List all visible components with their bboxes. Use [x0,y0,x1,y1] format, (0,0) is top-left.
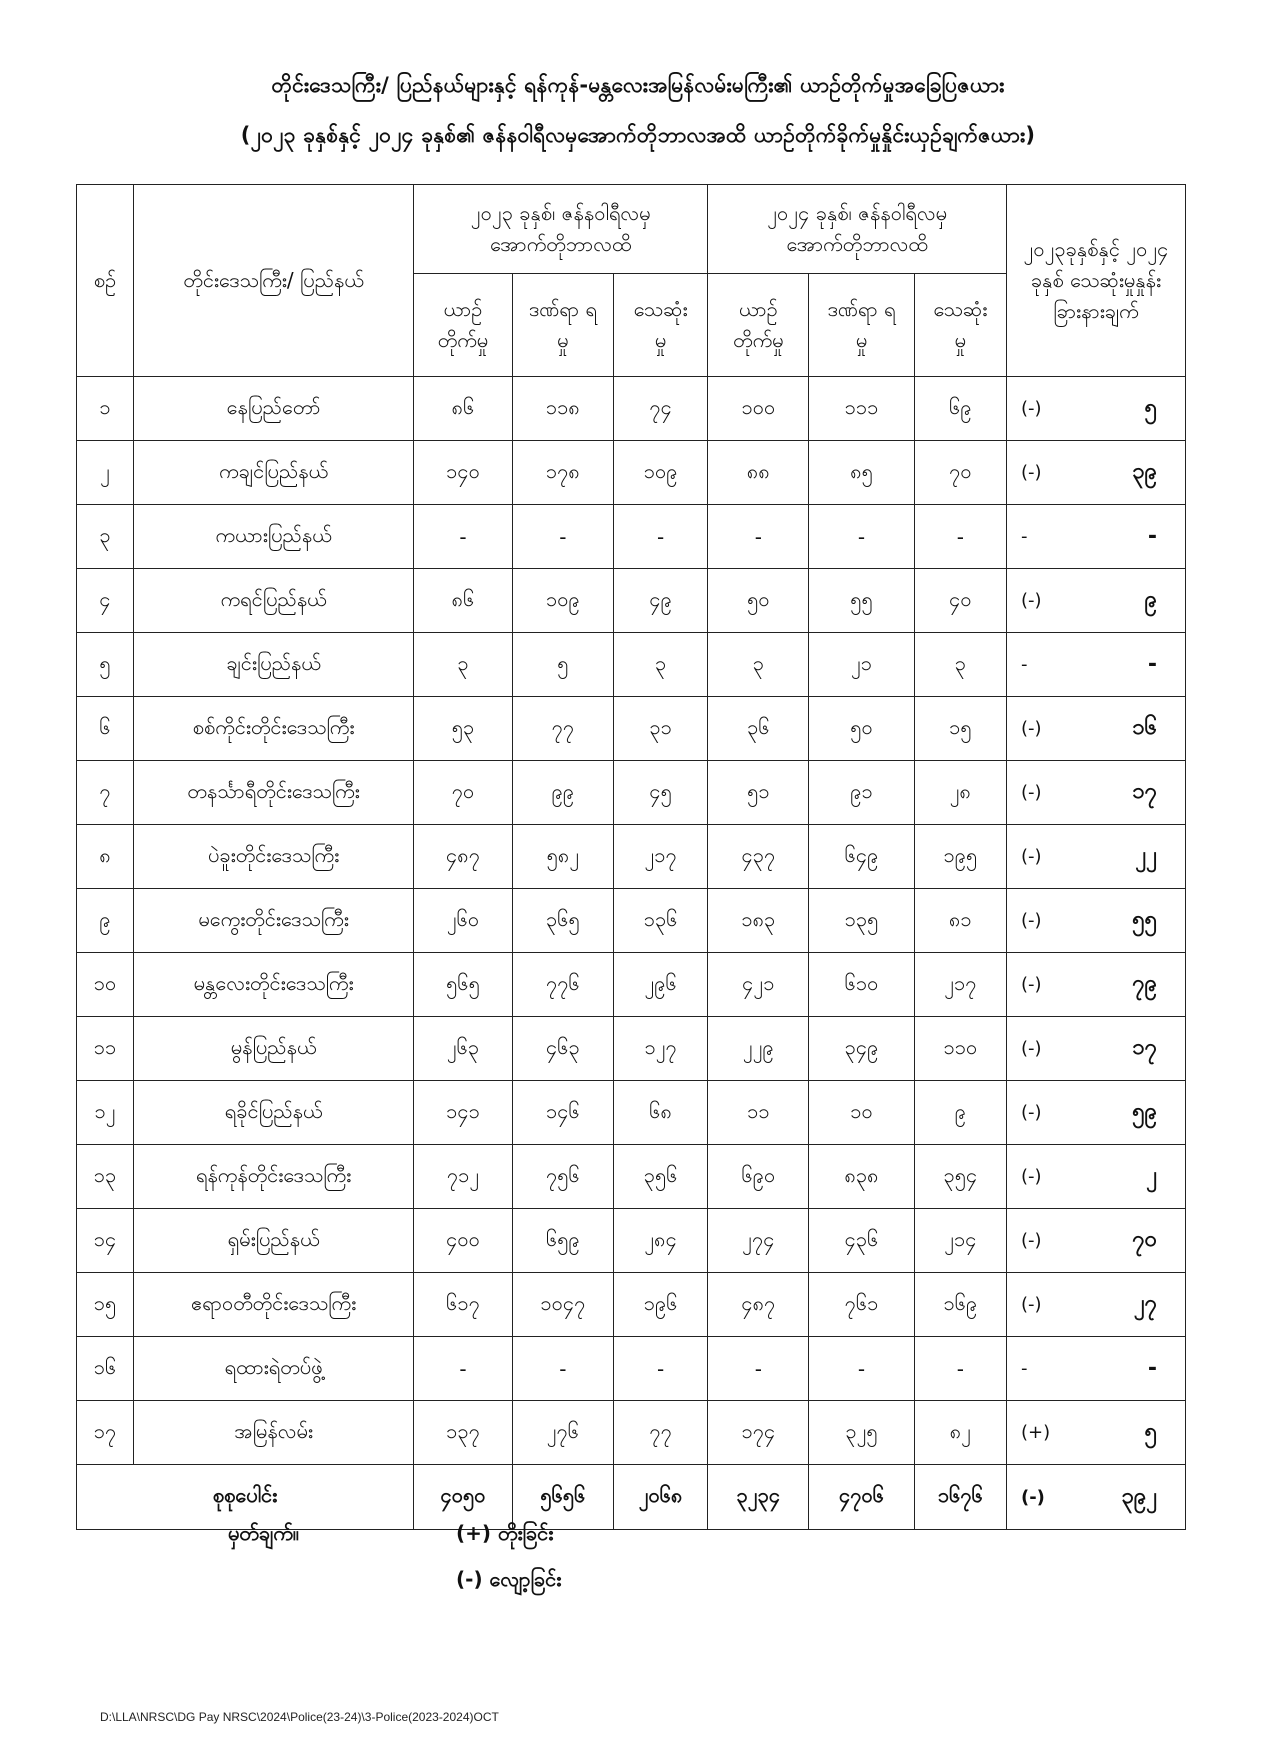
header-injured-2024: ဒဏ်ရာ ရမှု [809,274,914,377]
deaths-2024-cell: ၉ [914,1081,1006,1145]
serial-cell: ၃ [77,505,134,569]
deaths-2023-cell: ၂၁၇ [613,825,707,889]
accidents-2023-cell: - [414,1337,513,1401]
difference-cell [1006,633,1185,697]
difference-value: ၇၀ [1132,1227,1157,1252]
deaths-2023-cell: ၃၅၆ [613,1145,707,1209]
accidents-2024-cell: ၅၁ [708,761,809,825]
region-cell: ပဲခူးတိုင်းဒေသကြီး [134,825,414,889]
footer-file-path: D:\LLA\NRSC\DG Pay NRSC\2024\Police(23-24)\3-Police(2023-2024)OCT [100,1710,499,1724]
deaths-2023-cell: ၇၇ [613,1401,707,1465]
total-label: စုစုပေါင်း [77,1465,414,1530]
table-row [77,441,1186,505]
difference-value: ၂ [1146,1163,1157,1188]
difference-value: - [1147,652,1157,677]
region-cell: မကွေးတိုင်းဒေသကြီး [134,889,414,953]
accidents-2023-cell: ၅၃ [414,697,513,761]
accidents-2024-cell: ၆၉၀ [708,1145,809,1209]
serial-cell: ၁၀ [77,953,134,1017]
injured-2023-cell: ၅ [512,633,613,697]
document-title: တိုင်းဒေသကြီး/ ပြည်နယ်များနှင့် ရန်ကုန်-မန္တလေးအမြန်လမ်းမကြီး၏ ယာဉ်တိုက်မှုအခြေပြဇယား [271,73,1005,97]
region-cell: ဧရာဝတီတိုင်းဒေသကြီး [134,1273,414,1337]
injured-2023-cell: - [512,1337,613,1401]
difference-sign: (-) [1020,718,1042,739]
difference-cell [1006,441,1185,505]
accidents-2024-cell: ၃ [708,633,809,697]
table-row [77,889,1186,953]
serial-cell: ၂ [77,441,134,505]
deaths-2024-cell: ၄၀ [914,569,1006,633]
accidents-2023-cell: ၃ [414,633,513,697]
difference-value: ၅ [1144,1419,1157,1444]
header-serial: စဉ် [77,185,134,377]
injured-2023-cell: ၁၀၄၇ [512,1273,613,1337]
injured-2024-cell: ၁၁၁ [809,377,914,441]
serial-cell: ၁၁ [77,1017,134,1081]
difference-value: - [1147,524,1157,549]
injured-2024-cell: - [809,505,914,569]
injured-2024-cell: ၈၅ [809,441,914,505]
serial-cell: ၁ [77,377,134,441]
deaths-2023-cell: ၁၉၆ [613,1273,707,1337]
injured-2023-cell: - [512,505,613,569]
accidents-2023-cell: ၈၆ [414,377,513,441]
deaths-2023-cell: ၄၅ [613,761,707,825]
deaths-2024-cell: ၂၁၄ [914,1209,1006,1273]
deaths-2023-cell: ၆၈ [613,1081,707,1145]
difference-sign: (-) [1020,910,1042,931]
accidents-2024-cell: ၂၇၄ [708,1209,809,1273]
difference-value: ၃၉ [1132,459,1157,484]
difference-value: ၁၆ [1132,715,1157,740]
difference-cell [1006,953,1185,1017]
injured-2023-cell: ၁၄၆ [512,1081,613,1145]
deaths-2023-cell: ၇၄ [613,377,707,441]
difference-cell [1006,1081,1185,1145]
table-row [77,825,1186,889]
accidents-2024-cell: ၄၂၁ [708,953,809,1017]
difference-sign: (+) [1020,1422,1051,1443]
difference-value: ၅ [1144,395,1157,420]
accident-comparison-table [76,184,1186,1530]
accidents-2024-cell: ၅၀ [708,569,809,633]
deaths-2023-cell: ၁၀၉ [613,441,707,505]
accidents-2023-cell: ၄၈၇ [414,825,513,889]
table-row [77,633,1186,697]
difference-value: ၁၇ [1132,1035,1157,1060]
deaths-2024-cell: ၂၈ [914,761,1006,825]
accidents-2024-cell: ၁၀၀ [708,377,809,441]
injured-2023-cell: ၇၇၆ [512,953,613,1017]
total-accidents-2024: ၃၂၃၄ [708,1465,809,1530]
deaths-2024-cell: ၈၂ [914,1401,1006,1465]
serial-cell: ၁၇ [77,1401,134,1465]
injured-2024-cell: ၄၃၆ [809,1209,914,1273]
difference-cell [1006,1145,1185,1209]
total-difference-sign: (-) [1020,1486,1045,1508]
injured-2023-cell: ၇၇ [512,697,613,761]
difference-cell [1006,825,1185,889]
injured-2024-cell: - [809,1337,914,1401]
difference-value: ၅၅ [1132,907,1157,932]
injured-2023-cell: ၁၀၉ [512,569,613,633]
region-cell: ရခိုင်ပြည်နယ် [134,1081,414,1145]
header-region: တိုင်းဒေသကြီး/ ပြည်နယ် [134,185,414,377]
region-cell: ရှမ်းပြည်နယ် [134,1209,414,1273]
accidents-2024-cell: ၄၃၇ [708,825,809,889]
difference-sign: - [1020,654,1028,675]
table-row [77,377,1186,441]
injured-2023-cell: ၅၈၂ [512,825,613,889]
injured-2024-cell: ၃၄၉ [809,1017,914,1081]
accidents-2023-cell: - [414,505,513,569]
total-accidents-2023: ၄၀၅၀ [414,1465,513,1530]
deaths-2024-cell: ၆၉ [914,377,1006,441]
difference-value: ၇၉ [1132,971,1157,996]
difference-cell [1006,761,1185,825]
difference-sign: - [1020,526,1028,547]
difference-cell [1006,569,1185,633]
accidents-2023-cell: ၇၀ [414,761,513,825]
total-deaths-2023: ၂၀၆၈ [613,1465,707,1530]
region-cell: ကချင်ပြည်နယ် [134,441,414,505]
difference-value: ၅၉ [1132,1099,1157,1124]
deaths-2023-cell: ၁၂၇ [613,1017,707,1081]
header-period-2024: ၂၀၂၄ ခုနှစ်၊ ဇန်နဝါရီလမှ အောက်တိုဘာလထိ [708,185,1007,274]
note-minus: (-) လျော့ခြင်း [456,1567,562,1591]
table-row [77,953,1186,1017]
difference-sign: (-) [1020,462,1042,483]
region-cell: မန္တလေးတိုင်းဒေသကြီး [134,953,414,1017]
difference-sign: - [1020,1358,1028,1379]
injured-2024-cell: ၉၁ [809,761,914,825]
total-injured-2023: ၅၆၅၆ [512,1465,613,1530]
total-difference-cell [1006,1465,1185,1530]
serial-cell: ၁၄ [77,1209,134,1273]
injured-2024-cell: ၁၀ [809,1081,914,1145]
table-row [77,1337,1186,1401]
serial-cell: ၆ [77,697,134,761]
header-injured-2023: ဒဏ်ရာ ရမှု [512,274,613,377]
serial-cell: ၁၅ [77,1273,134,1337]
accidents-2024-cell: ၁၁ [708,1081,809,1145]
difference-cell [1006,505,1185,569]
accidents-2024-cell: - [708,1337,809,1401]
difference-cell [1006,1337,1185,1401]
injured-2024-cell: ၃၂၅ [809,1401,914,1465]
table-row [77,505,1186,569]
header-period-2023: ၂၀၂၃ ခုနှစ်၊ ဇန်နဝါရီလမှ အောက်တိုဘာလထိ [414,185,708,274]
difference-cell [1006,1017,1185,1081]
header-death-difference: ၂၀၂၃ခုနှစ်နှင့် ၂၀၂၄ ခုနှစ် သေဆုံးမှုနှုန်း ခြားနားချက် [1006,185,1185,377]
difference-cell [1006,1273,1185,1337]
serial-cell: ၁၂ [77,1081,134,1145]
injured-2024-cell: ၂၁ [809,633,914,697]
note-label: မှတ်ချက်။ [228,1521,299,1545]
deaths-2024-cell: ၁၅ [914,697,1006,761]
region-cell: ရထားရဲတပ်ဖွဲ့ [134,1337,414,1401]
deaths-2023-cell: ၂၉၆ [613,953,707,1017]
table-row [77,1017,1186,1081]
accidents-2023-cell: ၅၆၅ [414,953,513,1017]
difference-sign: (-) [1020,1166,1042,1187]
accidents-2023-cell: ၇၁၂ [414,1145,513,1209]
difference-sign: (-) [1020,782,1042,803]
injured-2023-cell: ၃၆၅ [512,889,613,953]
injured-2024-cell: ၈၃၈ [809,1145,914,1209]
accidents-2023-cell: ၁၃၇ [414,1401,513,1465]
difference-cell [1006,1401,1185,1465]
deaths-2024-cell: - [914,505,1006,569]
region-cell: မွန်ပြည်နယ် [134,1017,414,1081]
table-row [77,697,1186,761]
difference-value: - [1147,1356,1157,1381]
region-cell: ချင်းပြည်နယ် [134,633,414,697]
header-deaths-2024: သေဆုံး မှု [914,274,1006,377]
table-row [77,761,1186,825]
deaths-2023-cell: - [613,505,707,569]
accidents-2024-cell: - [708,505,809,569]
table-row [77,569,1186,633]
region-cell: ကရင်ပြည်နယ် [134,569,414,633]
difference-sign: (-) [1020,1038,1042,1059]
deaths-2023-cell: ၄၉ [613,569,707,633]
injured-2023-cell: ၉၉ [512,761,613,825]
table-row [77,1145,1186,1209]
accidents-2023-cell: ၄၀၀ [414,1209,513,1273]
deaths-2024-cell: ၃၅၄ [914,1145,1006,1209]
table-row [77,1209,1186,1273]
deaths-2023-cell: - [613,1337,707,1401]
injured-2023-cell: ၁၇၈ [512,441,613,505]
difference-value: ၂၂ [1135,843,1157,868]
serial-cell: ၈ [77,825,134,889]
difference-sign: (-) [1020,1230,1042,1251]
note-plus: (+) တိုးခြင်း [456,1521,554,1545]
region-cell: အမြန်လမ်း [134,1401,414,1465]
region-cell: တနင်္သာရီတိုင်းဒေသကြီး [134,761,414,825]
difference-sign: (-) [1020,974,1042,995]
deaths-2023-cell: ၁၃၆ [613,889,707,953]
serial-cell: ၄ [77,569,134,633]
deaths-2024-cell: ၇၀ [914,441,1006,505]
deaths-2024-cell: ၁၁၀ [914,1017,1006,1081]
accidents-2024-cell: ၁၇၄ [708,1401,809,1465]
deaths-2023-cell: ၃ [613,633,707,697]
deaths-2024-cell: ၂၁၇ [914,953,1006,1017]
total-difference-value: ၃၉၂ [1121,1483,1157,1509]
accidents-2024-cell: ၁၈၃ [708,889,809,953]
deaths-2023-cell: ၃၁ [613,697,707,761]
injured-2023-cell: ၂၇၆ [512,1401,613,1465]
injured-2023-cell: ၇၅၆ [512,1145,613,1209]
injured-2024-cell: ၆၁၀ [809,953,914,1017]
accidents-2024-cell: ၃၆ [708,697,809,761]
accidents-2023-cell: ၂၆၀ [414,889,513,953]
accidents-2024-cell: ၂၂၉ [708,1017,809,1081]
header-deaths-2023: သေဆုံး မှု [613,274,707,377]
serial-cell: ၅ [77,633,134,697]
difference-cell [1006,377,1185,441]
difference-sign: (-) [1020,1102,1042,1123]
difference-value: ၉ [1144,587,1157,612]
serial-cell: ၁၆ [77,1337,134,1401]
region-cell: နေပြည်တော် [134,377,414,441]
difference-sign: (-) [1020,398,1042,419]
serial-cell: ၉ [77,889,134,953]
header-accidents-2023: ယာဉ် တိုက်မှု [414,274,513,377]
difference-sign: (-) [1020,846,1042,867]
difference-cell [1006,889,1185,953]
accidents-2023-cell: ၁၄၀ [414,441,513,505]
document-subtitle: (၂၀၂၃ ခုနှစ်နှင့် ၂၀၂၄ ခုနှစ်၏ ဇန်နဝါရီလမှအောက်တိုဘာလအထိ ယာဉ်တိုက်ခိုက်မှုနှိုင်းယှဉ်ချက်ဇယား) [240,123,1036,147]
difference-value: ၁၇ [1132,779,1157,804]
accidents-2024-cell: ၈၈ [708,441,809,505]
injured-2024-cell: ၁၃၅ [809,889,914,953]
deaths-2024-cell: ၁၉၅ [914,825,1006,889]
deaths-2024-cell: ၃ [914,633,1006,697]
total-injured-2024: ၄၇၀၆ [809,1465,914,1530]
difference-cell [1006,1209,1185,1273]
deaths-2024-cell: - [914,1337,1006,1401]
accidents-2023-cell: ၂၆၃ [414,1017,513,1081]
difference-sign: (-) [1020,1294,1042,1315]
injured-2024-cell: ၅၅ [809,569,914,633]
serial-cell: ၇ [77,761,134,825]
injured-2023-cell: ၄၆၃ [512,1017,613,1081]
total-deaths-2024: ၁၆၇၆ [914,1465,1006,1530]
accidents-2023-cell: ၆၁၇ [414,1273,513,1337]
accidents-2023-cell: ၈၆ [414,569,513,633]
table-row [77,1273,1186,1337]
accidents-2024-cell: ၄၈၇ [708,1273,809,1337]
deaths-2024-cell: ၈၁ [914,889,1006,953]
difference-cell [1006,697,1185,761]
injured-2024-cell: ၅၀ [809,697,914,761]
injured-2023-cell: ၆၅၉ [512,1209,613,1273]
table-row [77,1081,1186,1145]
injured-2024-cell: ၇၆၁ [809,1273,914,1337]
serial-cell: ၁၃ [77,1145,134,1209]
injured-2023-cell: ၁၁၈ [512,377,613,441]
difference-sign: (-) [1020,590,1042,611]
region-cell: ကယားပြည်နယ် [134,505,414,569]
accidents-2023-cell: ၁၄၁ [414,1081,513,1145]
region-cell: ရန်ကုန်တိုင်းဒေသကြီး [134,1145,414,1209]
region-cell: စစ်ကိုင်းတိုင်းဒေသကြီး [134,697,414,761]
deaths-2023-cell: ၂၈၄ [613,1209,707,1273]
difference-value: ၂၇ [1133,1291,1157,1316]
deaths-2024-cell: ၁၆၉ [914,1273,1006,1337]
table-row [77,1401,1186,1465]
table-body [77,377,1186,1465]
injured-2024-cell: ၆၄၉ [809,825,914,889]
header-accidents-2024: ယာဉ် တိုက်မှု [708,274,809,377]
